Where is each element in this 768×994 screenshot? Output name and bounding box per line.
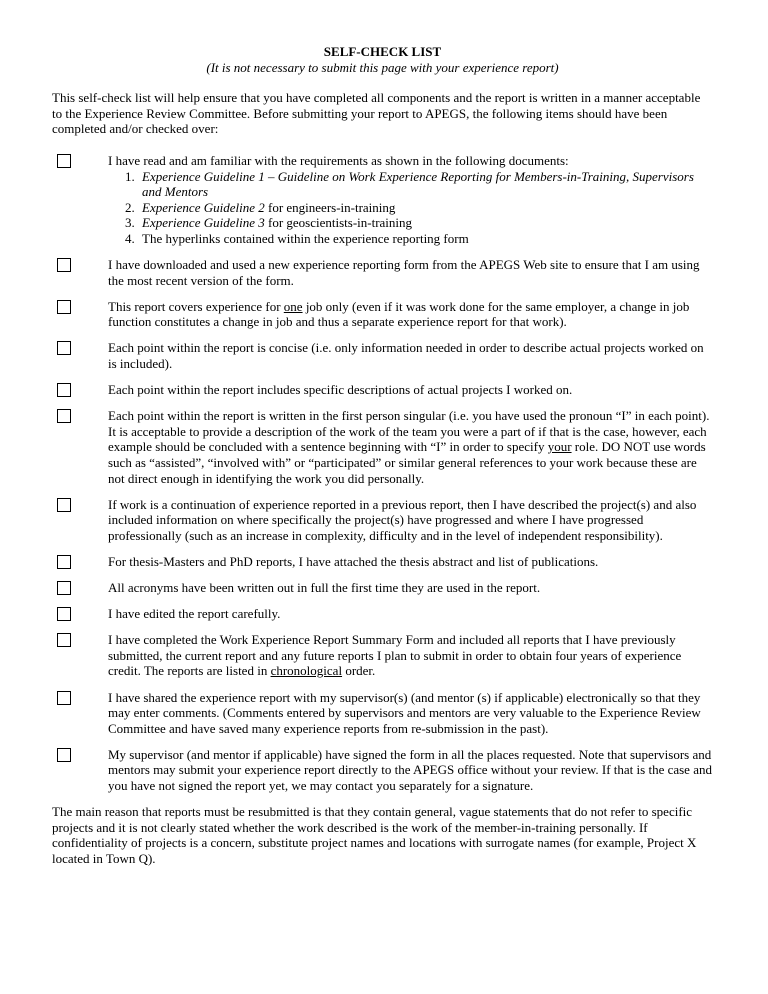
checkbox[interactable] xyxy=(57,409,71,423)
checkbox[interactable] xyxy=(57,607,71,621)
item-text: Each point within the report is concise (i.e. only information needed in order to describe actual projects worked on is included). xyxy=(108,340,704,371)
text-part: job only (even if it was work done for the same employer, a change in job function constitutes a change in job and thus a separate experience report for that work). xyxy=(108,298,690,330)
item-text: I have shared the experience report with my supervisor(s) (and mentor (s) if applicable) electronically so that they may enter comments. (Comments entered by supervisors and mentors are very valuable to the Experience Review Committee and have saved many experience reports from re-submission in the past). xyxy=(108,689,701,736)
checklist-item xyxy=(52,340,713,371)
checkbox[interactable] xyxy=(57,691,71,705)
underlined-word: one xyxy=(283,298,303,314)
checklist-item xyxy=(52,690,713,737)
text-part: role. DO NOT use words such as “assisted”, “involved with” or “participated” or similar general references to your work because these are not direct enough in identifying the work you did personally. xyxy=(108,439,706,486)
item-text: I have downloaded and used a new experience reporting form from the APEGS Web site to ensure that I am using the most recent version of the form. xyxy=(108,257,700,288)
checkbox[interactable] xyxy=(57,555,71,569)
item-text: I have read and am familiar with the requirements as shown in the following documents: xyxy=(108,152,569,168)
checkbox[interactable] xyxy=(57,581,71,595)
checklist-item xyxy=(52,497,713,544)
checklist-item xyxy=(52,580,713,596)
document-title: Experience Guideline 1 – Guideline on Work Experience Reporting for Members-in-Training, Supervisors and Mentors xyxy=(142,168,694,200)
checkbox[interactable] xyxy=(57,300,71,314)
checklist-item xyxy=(52,408,713,486)
checkbox[interactable] xyxy=(57,341,71,355)
item-text: Each point within the report includes specific descriptions of actual projects I worked on. xyxy=(108,382,573,398)
document-desc: The hyperlinks contained within the experience reporting form xyxy=(142,230,469,246)
checklist-item xyxy=(52,382,713,398)
checkbox[interactable] xyxy=(57,383,71,397)
text-part: This report covers experience for xyxy=(108,298,284,314)
document-list xyxy=(108,169,713,247)
checkbox[interactable] xyxy=(57,748,71,762)
item-text: All acronyms have been written out in full the first time they are used in the report. xyxy=(108,580,541,596)
item-text xyxy=(108,299,713,330)
checklist-item xyxy=(52,554,713,570)
underlined-word: your xyxy=(547,439,572,455)
document-title: Experience Guideline 3 xyxy=(142,215,265,231)
item-text: If work is a continuation of experience reported in a previous report, then I have described the project(s) and also included information on where specifically the project(s) have progressed and where I have progressed professionally (such as an increase in complexity, difficulty and in the level of independent responsibility). xyxy=(108,496,697,543)
checkbox[interactable] xyxy=(57,498,71,512)
document-list-item xyxy=(138,231,713,247)
item-text: My supervisor (and mentor if applicable) have signed the form in all the places requested. Note that supervisors and mentors may submit your experience report directly to the APEGS office without your review. If that is the case and you have not signed the report yet, we may contact you separately for a signature. xyxy=(108,746,712,793)
text-part: I have completed the Work Experience Report Summary Form and included all reports that I have previously submitted, the current report and any future reports I plan to submit in order to obtain four years of experience credit. The reports are listed in xyxy=(108,632,682,679)
checklist-item xyxy=(52,153,713,247)
item-text: For thesis-Masters and PhD reports, I have attached the thesis abstract and list of publications. xyxy=(108,553,599,569)
underlined-word: chronological xyxy=(270,663,343,679)
checklist-item xyxy=(52,257,713,288)
checkbox[interactable] xyxy=(57,633,71,647)
checklist-item xyxy=(52,606,713,622)
closing-paragraph: The main reason that reports must be resubmitted is that they contain general, vague statements that do not refer to specific projects and it is not clearly stated whether the work described is the work of the member-in-training personally. If confidentiality of projects is a concern, substitute project names and locations with surrogate names (for example, Project X located in Town Q). xyxy=(52,804,697,866)
checklist-item xyxy=(52,632,713,679)
page-subtitle: (It is not necessary to submit this page with your experience report) xyxy=(206,59,559,75)
document-desc: for engineers-in-training xyxy=(264,199,396,215)
item-text xyxy=(108,408,713,486)
checklist-item xyxy=(52,747,713,794)
text-part: Each point within the report is written in the first person singular (i.e. you have used the pronoun “I” in each point). It is acceptable to provide a description of the work of the team you were a part of if that is the case, however, each example should be concluded with a sentence beginning with “I” in order to specify xyxy=(108,408,710,455)
document-list-item xyxy=(138,200,713,216)
item-text: I have edited the report carefully. xyxy=(108,606,281,622)
text-part: order. xyxy=(342,663,376,679)
checkbox[interactable] xyxy=(57,154,71,168)
checkbox[interactable] xyxy=(57,258,71,272)
item-text xyxy=(108,632,713,679)
checklist xyxy=(52,153,713,794)
intro-paragraph: This self-check list will help ensure that you have completed all components and the report is written in a manner acceptable to the Experience Review Committee. Before submitting your report to APEGS, the following items should have been completed and/or checked over: xyxy=(52,90,701,137)
checklist-item xyxy=(52,299,713,330)
page-title: SELF-CHECK LIST xyxy=(323,44,442,59)
document-list-item xyxy=(138,169,713,200)
document-title: Experience Guideline 2 xyxy=(142,199,265,215)
document-list-item xyxy=(138,215,713,231)
document-desc: for geoscientists-in-training xyxy=(264,215,413,231)
